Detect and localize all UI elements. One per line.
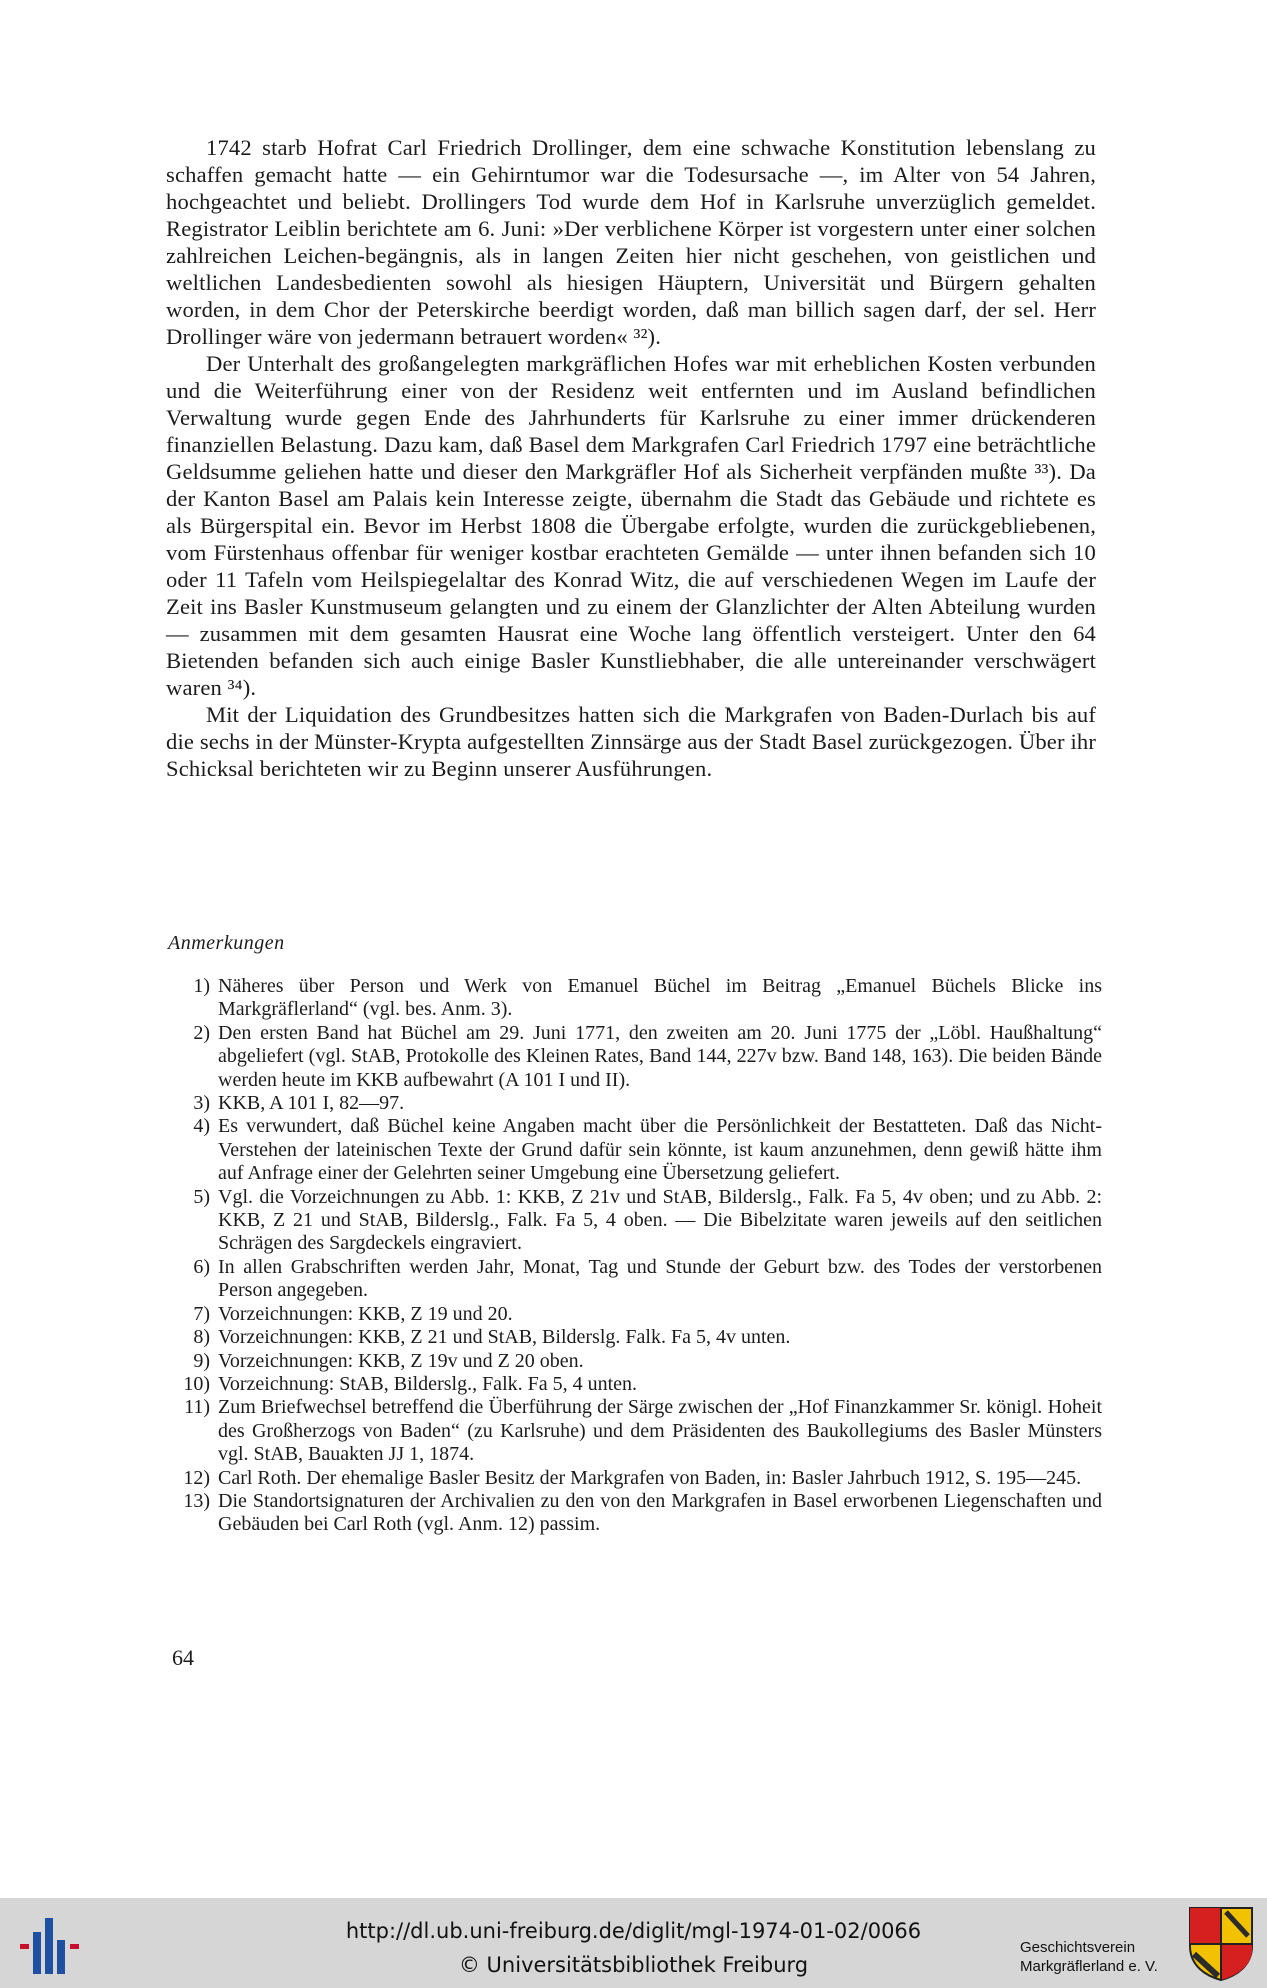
society-line: Geschichtsverein bbox=[1020, 1939, 1136, 1956]
note-text: Es verwundert, daß Büchel keine Angaben macht über die Persönlichkeit der Bestatteten. Daß das Nicht-Verstehen der lateinischen Texte der Grund dafür sein könnte, ist kaum anzunehmen, denn gewiß hätte ihm auf Anfrage einer der Gelehrten seiner Umgebung eine Übersetzung geliefert. bbox=[218, 1115, 1102, 1185]
note-text: Näheres über Person und Werk von Emanuel Büchel im Beitrag „Emanuel Büchels Blicke ins Markgräflerland“ (vgl. bes. Anm. 3). bbox=[218, 975, 1102, 1021]
note-item bbox=[166, 1303, 1102, 1326]
footer-bar bbox=[0, 1898, 1267, 1988]
coat-of-arms-icon bbox=[1188, 1906, 1254, 1987]
note-number: 7) bbox=[193, 1302, 210, 1325]
note-text: Vorzeichnungen: KKB, Z 21 und StAB, Bilderslg. Falk. Fa 5, 4v unten. bbox=[218, 1326, 791, 1349]
note-number: 10) bbox=[183, 1372, 210, 1395]
paragraph: Der Unterhalt des großangelegten markgräflichen Hofes war mit erheblichen Kosten verbunden und die Weiterführung einer von der Residenz weit entfernten und im Ausland befindlichen Verwaltung wurde gegen Ende des Jahrhunderts für Karlsruhe zu einer immer drückenderen finanziellen Belastung. Dazu kam, daß Basel dem Markgrafen Carl Friedrich 1797 eine beträchtliche Geldsumme geliehen hatte und dieser den Markgräfler Hof als Sicherheit verpfänden mußte ³³). Da der Kanton Basel am Palais kein Interesse zeigte, übernahm die Stadt das Gebäude und richtete es als Bürgerspital ein. Bevor im Herbst 1808 die Übergabe erfolgte, wurden die zurückgebliebenen, vom Fürstenhaus offenbar für weniger kostbar erachteten Gemälde — unter ihnen befanden sich 10 oder 11 Tafeln vom Heilspiegelaltar des Konrad Witz, die auf verschiedenen Wegen im Laufe der Zeit ins Basler Kunstmuseum gelangten und zu einem der Glanzlichter der Alten Abteilung wurden — zusammen mit dem gesamten Hausrat eine Woche lang öffentlich versteigert. Unter den 64 Bietenden befanden sich auch einige Basler Kunstliebhaber, die alle untereinander verschwägert waren ³⁴). bbox=[166, 351, 1096, 700]
notes-heading: Anmerkungen bbox=[168, 932, 285, 954]
note-item bbox=[166, 1115, 1102, 1185]
note-number: 3) bbox=[193, 1092, 210, 1115]
note-item bbox=[166, 975, 1102, 1022]
society-name bbox=[1020, 1938, 1158, 1976]
note-number: 1) bbox=[193, 975, 210, 997]
note-text: Zum Briefwechsel betreffend die Überführung der Särge zwischen der „Hof Finanzkammer Sr. königl. Hoheit des Großherzogs von Baden“ (zu Karlsruhe) und dem Präsidenten des Baukollegiums des Basler Münsters vgl. StAB, Bauakten JJ 1, 1874. bbox=[218, 1396, 1102, 1466]
note-text: Vorzeichnungen: KKB, Z 19v und Z 20 oben. bbox=[218, 1349, 584, 1372]
notes-list bbox=[166, 975, 1102, 1537]
paragraph: Mit der Liquidation des Grundbesitzes hatten sich die Markgrafen von Baden-Durlach bis auf die sechs in der Münster-Krypta aufgestellten Zinnsärge aus der Stadt Basel zurückgezogen. Über ihr Schicksal berichteten wir zu Beginn unserer Ausführungen. bbox=[166, 702, 1096, 781]
note-number: 4) bbox=[193, 1115, 210, 1138]
note-item bbox=[166, 1373, 1102, 1396]
note-text: Vorzeichnungen: KKB, Z 19 und 20. bbox=[218, 1302, 513, 1325]
note-text: In allen Grabschriften werden Jahr, Monat, Tag und Stunde der Geburt bzw. des Todes der verstorbenen Person angegeben. bbox=[218, 1255, 1102, 1302]
note-item bbox=[166, 1186, 1102, 1256]
note-number: 9) bbox=[193, 1349, 210, 1372]
note-item bbox=[166, 1022, 1102, 1092]
note-text: Carl Roth. Der ehemalige Basler Besitz der Markgrafen von Baden, in: Basler Jahrbuch 1912, S. 195—245. bbox=[218, 1466, 1082, 1489]
note-text: Vorzeichnung: StAB, Bilderslg., Falk. Fa 5, 4 unten. bbox=[218, 1372, 638, 1395]
note-item bbox=[166, 1350, 1102, 1373]
note-number: 13) bbox=[183, 1489, 210, 1512]
note-number: 2) bbox=[193, 1021, 210, 1044]
note-item bbox=[166, 1326, 1102, 1349]
note-item bbox=[166, 1490, 1102, 1537]
note-item bbox=[166, 1092, 1102, 1115]
note-number: 8) bbox=[193, 1326, 210, 1349]
society-line: Markgräflerland e. V. bbox=[1020, 1958, 1158, 1975]
note-number: 6) bbox=[193, 1255, 210, 1278]
copyright-text: © Universitätsbibliothek Freiburg bbox=[458, 1953, 809, 1977]
note-text: Vgl. die Vorzeichnungen zu Abb. 1: KKB, Z 21v und StAB, Bilderslg., Falk. Fa 5, 4v oben; und zu Abb. 2: KKB, Z 21 und StAB, Bilderslg., Falk. Fa 5, 4 oben. — Die Bibelzitate waren jeweils auf den seitlichen Schrägen des Sargdeckels eingraviert. bbox=[218, 1185, 1102, 1255]
note-item bbox=[166, 1256, 1102, 1303]
source-url-link[interactable]: http://dl.ub.uni-freiburg.de/diglit/mgl-1974-01-02/0066 bbox=[345, 1919, 922, 1943]
main-text bbox=[166, 134, 1096, 782]
note-number: 12) bbox=[183, 1466, 210, 1489]
page-number: 64 bbox=[172, 1645, 194, 1670]
note-text: KKB, A 101 I, 82—97. bbox=[218, 1092, 405, 1115]
note-number: 5) bbox=[193, 1185, 210, 1208]
note-text: Den ersten Band hat Büchel am 29. Juni 1771, den zweiten am 20. Juni 1775 der „Löbl. Haußhaltung“ abgeliefert (vgl. StAB, Protokolle des Kleinen Rates, Band 144, 227v bzw. Band 148, 163). Die beiden Bände werden heute im KKB aufbewahrt (A 101 I und II). bbox=[218, 1021, 1102, 1091]
note-item bbox=[166, 1467, 1102, 1490]
note-item bbox=[166, 1396, 1102, 1466]
paragraph: 1742 starb Hofrat Carl Friedrich Drollinger, dem eine schwache Konstitution lebenslang zu schaffen gemacht hatte — ein Gehirntumor war die Todesursache —, im Alter von 54 Jahren, hochgeachtet und beliebt. Drollingers Tod wurde dem Hof in Karlsruhe unverzüglich gemeldet. Registrator Leiblin berichtete am 6. Juni: »Der verblichene Körper ist vorgestern unter einer solchen zahlreichen Leichen-begängnis, als in langen Zeiten hier nicht geschehen, von geistlichen und weltlichen Landesbedienten sowohl als hiesigen Häuptern, Universität und Bürgern gehalten worden, in dem Chor der Peterskirche beerdigt worden, daß man billich sagen darf, der sel. Herr Drollinger wäre von jedermann betrauert worden« ³²). bbox=[166, 135, 1096, 349]
note-text: Die Standortsignaturen der Archivalien zu den von den Markgrafen in Basel erworbenen Liegenschaften und Gebäuden bei Carl Roth (vgl. Anm. 12) passim. bbox=[218, 1489, 1102, 1536]
note-number: 11) bbox=[184, 1396, 210, 1419]
